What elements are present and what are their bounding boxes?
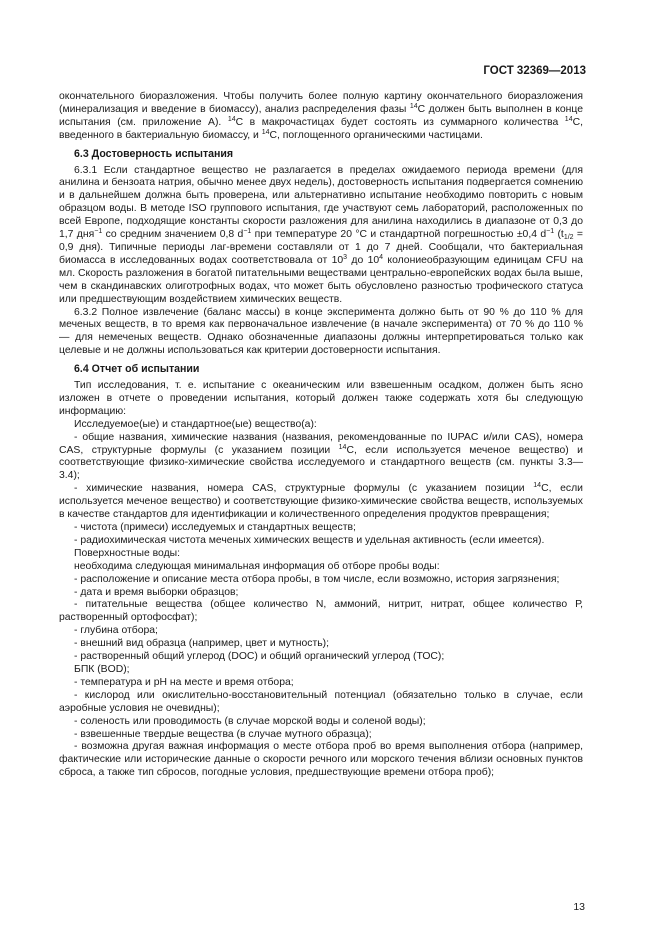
- subscript: 1/2: [563, 234, 574, 242]
- list-item: [59, 483, 583, 522]
- text-run: 6.3.1 Если стандартное вещество не разлагается в пределах ожидаемого периода времени (для анилина и бензоата натрия, обычно менее двух недель), достоверность испытания подвергается сомнению и в дальнейшем должна быть проверена, или альтернативно испытание необходимо повторить с новым образцом воды. В методе ISO группового испытания, где участвуют семь лабораторий, расположенных по всей Европе, подходящие константы скорости разложения для анилина находились в диапазоне от 0,3 до 1,7 дня: [59, 164, 583, 241]
- superscript: 14: [338, 443, 347, 451]
- list-item: - расположение и описание места отбора пробы, в том числе, если возможно, история загрязнения;: [74, 573, 560, 585]
- list-item: - возможна другая важная информация о месте отбора проб во время выполнения отбора (например, фактические или исторические данные о скорости речного или морского течения вблизи основных пунктов сброса, а также тип сбросов, погодные условия, предшествующие времени отбора проб);: [59, 741, 583, 779]
- text-run: С, если используется меченое вещество) и соответствующие физико-химические свойства веществ, используемых в качестве стандартов для идентификации и количественного определения продуктов превращения;: [59, 483, 583, 521]
- page-number: 13: [573, 901, 585, 913]
- list-item: [59, 432, 583, 484]
- text-run: со средним значением 0,8 d: [102, 229, 244, 241]
- document-body: [59, 91, 583, 780]
- text-run: С должен быть выполнен в конце испытания (см. приложение А).: [59, 103, 583, 128]
- paragraph-water-intro: необходима следующая минимальная информация об отборе пробы воды:: [74, 560, 440, 572]
- text-run: колониеобразующим единицам CFU на мл. Скорость разложения в богатой питательными веществами центрально-европейских водах была выше, чем в скандинавских олиготрофных водах, что может быть обусловлено разностью трофического статуса или предшествующим воздействием химических веществ.: [59, 254, 583, 305]
- text-run: до 10: [347, 254, 380, 266]
- section-heading-6-3: 6.3 Достоверность испытания: [74, 147, 234, 160]
- list-item: - внешний вид образца (например, цвет и мутность);: [74, 638, 330, 650]
- superscript: 14: [409, 102, 418, 110]
- text-run: С, введенного в бактериальную биомассу, и: [59, 116, 583, 141]
- text-run: - химические названия, номера CAS, структурные формулы (с указанием позиции: [74, 483, 534, 495]
- text-run: окончательного биоразложения. Чтобы получить более полную картину окончательного биоразложения (минерализация и введение в биомассу), анализ распределения фазы: [59, 91, 583, 115]
- text-run: С в макрочастицах будет состоять из суммарного количества: [235, 116, 565, 128]
- subheading-surface-water: Поверхностные воды:: [74, 547, 181, 559]
- superscript: 14: [261, 128, 270, 136]
- superscript: 14: [564, 115, 573, 123]
- list-item: - радиохимическая чистота меченых химических веществ и удельная активность (если имеется).: [74, 534, 545, 546]
- superscript: 14: [533, 482, 542, 490]
- list-item: - дата и время выборки образцов;: [74, 586, 239, 598]
- intro-paragraph: [59, 91, 583, 143]
- list-item: - кислород или окислительно-восстановительный потенциал (обязательно только в случае, если аэробные условия не очевидны);: [59, 689, 583, 714]
- list-item: - взвешенные твердые вещества (в случае мутного образца);: [74, 728, 372, 740]
- text-run: С, если используется меченое вещество) и соответствующие физико-химические свойства исследуемого и стандартного веществ (см. пункты 3.3—3.4);: [59, 444, 583, 482]
- superscript: 14: [227, 115, 236, 123]
- paragraph-6-3-2: 6.3.2 Полное извлечение (баланс массы) в конце эксперимента должно быть от 90 % до 110 % для меченых веществ, в то время как первоначальное извлечение (в начале эксперимента) от 70 % до 110 % — для немеченых веществ. Однако обозначенные диапазоны должны интерпретироваться только как целевые и не должны использоваться как критерии достоверности испытания.: [59, 306, 583, 357]
- superscript: 4: [379, 253, 384, 261]
- list-item: - глубина отбора;: [74, 625, 158, 637]
- standard-header: ГОСТ 32369—2013: [483, 65, 586, 77]
- list-item: - питательные вещества (общее количество N, аммоний, нитрит, нитрат, общее количество Р, растворенный ортофосфат);: [59, 599, 583, 624]
- text-run: (t: [554, 229, 564, 241]
- section-heading-6-4: 6.4 Отчет об испытании: [74, 363, 200, 376]
- superscript: −1: [94, 228, 103, 236]
- list-item: - чистота (примеси) исследуемых и стандартных веществ;: [74, 522, 356, 533]
- text-run: при температуре 20 °С и стандартной погрешностью ±0,4 d: [251, 229, 547, 241]
- superscript: −1: [243, 228, 252, 236]
- list-item: - растворенный общий углерод (DOC) и общий органический углерод (ТОС);: [74, 651, 445, 663]
- list-item: БПК (BOD);: [74, 663, 130, 675]
- paragraph-6-3-1: [59, 165, 583, 307]
- text-run: С, поглощенного органическими частицами.: [269, 129, 483, 141]
- text-run: - общие названия, химические названия (названия, рекомендованные по IUPAC и/или CAS), номера CAS, структурные формулы (с указанием позиции: [59, 431, 583, 456]
- superscript: −1: [546, 228, 555, 236]
- superscript: 3: [343, 253, 348, 261]
- list-item: - температура и pH на месте и время отбора;: [74, 676, 294, 688]
- subheading-substances: Исследуемое(ые) и стандартное(ые) вещество(а):: [74, 418, 317, 430]
- list-item: - соленость или проводимость (в случае морской воды и соленой воды);: [74, 715, 426, 727]
- text-run: = 0,9 дня). Типичные периоды лаг-времени составляли от 1 до 7 дней. Сообщали, что бактериальная биомасса в исследованных водах соответствовала от 10: [59, 229, 583, 266]
- paragraph-report-type: Тип исследования, т. е. испытание с океаническим или взвешенным осадком, должен быть ясно изложен в отчете о проведении испытания, который должен также содержать хотя бы следующую информацию:: [59, 380, 583, 417]
